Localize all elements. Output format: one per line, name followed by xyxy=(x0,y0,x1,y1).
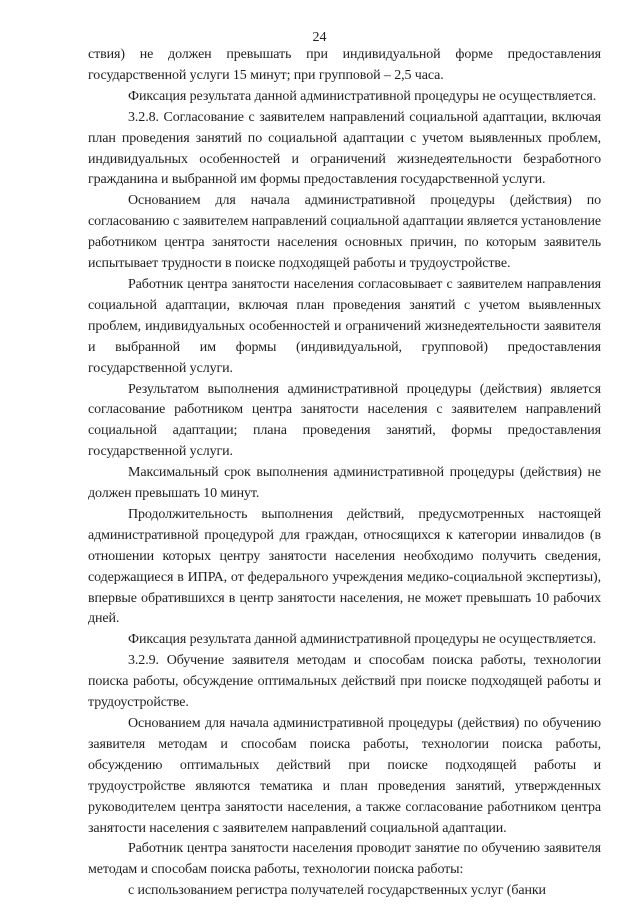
paragraph: Продолжительность выполнения действий, предусмотренных настоящей административной процедурой для граждан, относящихся к категории инвалидов (в отношении которых центру занятости населения необходимо получить сведения, содержащиеся в ИПРА, от федерального учреждения медико-социальной экспертизы), впервые обратившихся в центр занятости населения, не может превышать 10 рабочих дней. xyxy=(88,506,601,627)
section-heading-3-2-8: 3.2.8. Согласование с заявителем направлений социальной адаптации, включая план проведения занятий по социальной адаптации с учетом выявленных проблем, индивидуальных особенностей и ограничений жизнедеятельности безработного гражданина и выбранной им формы предоставления государственной услуги. xyxy=(88,109,601,188)
paragraph: Фиксация результата данной административной процедуры не осуществляется. xyxy=(128,632,597,648)
paragraph: Максимальный срок выполнения административной процедуры (действия) не должен превышать 10 минут. xyxy=(88,465,601,502)
page-number: 24 xyxy=(312,30,327,45)
paragraph: Результатом выполнения административной процедуры (действия) является согласование работником центра занятости населения с заявителем направлений социальной адаптации; плана проведения занятий, формы предоставления государственной услуги. xyxy=(88,381,601,460)
document-body xyxy=(88,45,601,902)
paragraph: Основанием для начала административной процедуры (действия) по обучению заявителя методам и способам поиска работы, технологии поиска работы, обсуждению оптимальных действий при поиске подходящей работы и трудоустройстве являются тематика и план проведения занятий, утвержденных руководителем центра занятости населения, а также согласование работником центра занятости населения с заявителем направлений социальной адаптации. xyxy=(88,716,601,836)
paragraph: Работник центра занятости населения проводит занятие по обучению заявителя методам и способам поиска работы, технологии поиска работы: xyxy=(88,841,601,878)
paragraph: Основанием для начала административной процедуры (действия) по согласованию с заявителем направлений социальной адаптации является установление работником центра занятости населения основных причин, по которым заявитель испытывает трудности в поиске подходящей работы и трудоустройстве. xyxy=(88,193,601,272)
section-heading-3-2-9: 3.2.9. Обучение заявителя методам и способам поиска работы, технологии поиска работы, обсуждение оптимальных действий при поиске подходящей работы и трудоустройстве. xyxy=(88,653,601,711)
paragraph: Работник центра занятости населения согласовывает с заявителем направления социальной адаптации, включая план проведения занятий с учетом выявленных проблем, индивидуальных особенностей и ограничений жизнедеятельности заявителя и выбранной им формы (индивидуальной, групповой) предоставления государственной услуги. xyxy=(88,276,601,376)
paragraph: Фиксация результата данной административной процедуры не осуществляется. xyxy=(128,88,597,104)
paragraph: с использованием регистра получателей государственных услуг (банки xyxy=(128,883,546,899)
paragraph: ствия) не должен превышать при индивидуальной форме предоставления государственной услуги 15 минут; при групповой – 2,5 часа. xyxy=(88,47,601,83)
